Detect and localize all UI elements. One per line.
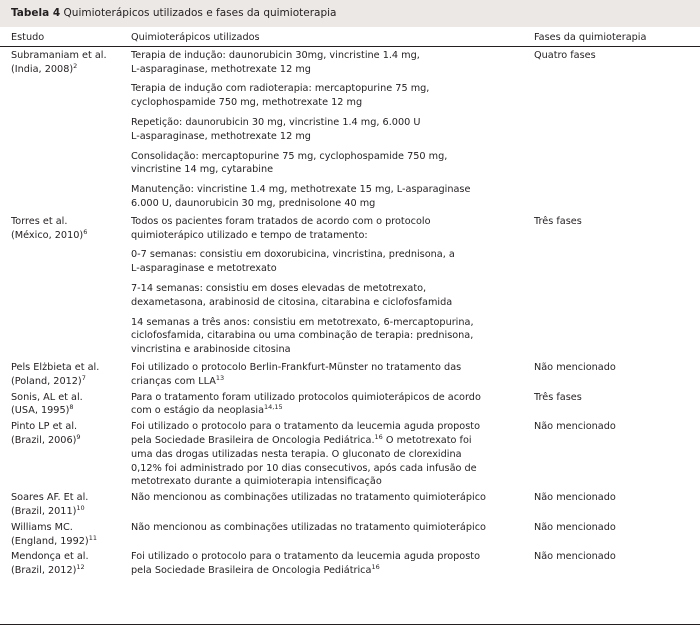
- study-ref: 12: [76, 562, 85, 571]
- study-cell: [0, 359, 120, 389]
- study-ref: 7: [81, 373, 86, 382]
- drugs-cell: [120, 548, 523, 579]
- chemotherapy-table: [0, 27, 700, 579]
- study-cell: [0, 213, 120, 359]
- line: L-asparaginase e metotrexato: [131, 263, 277, 275]
- study-cell: [0, 489, 120, 519]
- study-origin: (Brazil, 2006): [11, 434, 77, 446]
- line: metotrexato durante a quimioterapia intensificação: [131, 476, 382, 488]
- study-origin: (Brazil, 2012): [11, 565, 77, 577]
- study-cell: [0, 46, 120, 212]
- table-row: [0, 46, 700, 212]
- table-caption: [0, 0, 700, 27]
- phase-cell: Não mencionado: [534, 492, 616, 504]
- line: crianças com LLA: [131, 375, 216, 387]
- drugs-cell: [120, 46, 523, 212]
- table-row: [0, 359, 700, 389]
- drug-segment: [131, 49, 519, 83]
- text-ref: 13: [215, 373, 225, 382]
- table-row: [0, 548, 700, 579]
- line: Foi utilizado o protocolo para o tratamento da leucemia aguda proposto: [131, 551, 480, 563]
- line: 14 semanas a três anos: consistiu em metotrexato, 6-mercaptopurina,: [131, 316, 474, 328]
- drug-segment: [131, 116, 519, 150]
- phase-cell: Não mencionado: [534, 551, 616, 563]
- phase-cell: Três fases: [534, 391, 582, 403]
- line: Todos os pacientes foram tratados de acordo com o protocolo: [131, 215, 431, 227]
- line: vincristine 14 mg, cytarabine: [131, 164, 274, 176]
- study-cell: [0, 548, 120, 579]
- caption-label: Tabela 4: [11, 7, 61, 19]
- study-name: Subramaniam et al.: [11, 49, 107, 61]
- text-ref: 16: [371, 562, 380, 571]
- study-origin: (England, 1992): [11, 535, 89, 547]
- phase-cell: Não mencionado: [534, 421, 616, 433]
- drug-segment: [131, 248, 519, 282]
- line: cyclophospamide 750 mg, methotrexate 12 mg: [131, 97, 363, 109]
- header-study: Estudo: [0, 27, 120, 46]
- study-origin: (Brazil, 2011): [11, 505, 77, 517]
- line: dexametasona, arabinosid de citosina, citarabina e ciclofosfamida: [131, 296, 453, 308]
- line: L-asparaginase, methotrexate 12 mg: [131, 63, 311, 75]
- drug-segment: [131, 282, 519, 316]
- line: Foi utilizado o protocolo Berlin-Frankfurt-Münster no tratamento das: [131, 361, 462, 373]
- drugs-cell: [120, 359, 523, 389]
- phase-cell: Não mencionado: [534, 361, 616, 373]
- phase-cell: Três fases: [534, 215, 582, 227]
- study-ref: 10: [76, 503, 85, 512]
- drugs-cell: Não mencionou as combinações utilizadas no tratamento quimioterápico: [131, 521, 486, 533]
- line: Manutenção: vincristine 1.4 mg, methotrexate 15 mg, L-asparaginase: [131, 184, 471, 196]
- line: 6.000 U, daunorubicin 30 mg, prednisolone 40 mg: [131, 197, 376, 209]
- line: Foi utilizado o protocolo para o tratamento da leucemia aguda proposto: [131, 421, 480, 433]
- drugs-cell: [120, 389, 523, 419]
- table-row: [0, 489, 700, 519]
- line: 0,12% foi administrado por 10 dias consecutivos, após cada infusão de: [131, 462, 477, 474]
- line: O metotrexato foi: [382, 434, 472, 446]
- table-row: [0, 418, 700, 489]
- line: Para o tratamento foram utilizado protocolos quimioterápicos de acordo: [131, 391, 481, 403]
- line: vincristina e arabinoside citosina: [131, 344, 291, 356]
- study-name: Pinto LP et al.: [11, 421, 78, 433]
- drugs-cell: [120, 213, 523, 359]
- drug-segment: [131, 183, 519, 213]
- header-phases: Fases da quimioterapia: [523, 27, 700, 46]
- line: Repetição: daunorubicin 30 mg, vincristine 1.4 mg, 6.000 U: [131, 116, 421, 128]
- study-name: Torres et al.: [11, 215, 68, 227]
- line: com o estágio da neoplasia: [131, 405, 265, 417]
- table-row: [0, 389, 700, 419]
- study-name: Williams MC.: [11, 521, 73, 533]
- line: 7-14 semanas: consistiu em doses elevadas de metotrexato,: [131, 282, 427, 294]
- header-drugs: Quimioterápicos utilizados: [120, 27, 523, 46]
- text-ref: 16: [374, 432, 383, 441]
- line: pela Sociedade Brasileira de Oncologia Pediátrica: [131, 565, 372, 577]
- line: pela Sociedade Brasileira de Oncologia Pediátrica.: [131, 434, 375, 446]
- line: Terapia de indução: daunorubicin 30mg, vincristine 1.4 mg,: [131, 49, 420, 61]
- table-row: [0, 519, 700, 549]
- phase-cell: Quatro fases: [534, 49, 596, 61]
- drug-segment: [131, 215, 519, 249]
- line: quimioterápico utilizado e tempo de tratamento:: [131, 229, 368, 241]
- line: uma das drogas utilizadas nesta terapia. O gluconato de clorexidina: [131, 448, 462, 460]
- drugs-cell: Não mencionou as combinações utilizadas no tratamento quimioterápico: [131, 492, 486, 504]
- study-ref: 2: [73, 61, 78, 70]
- drug-segment: [131, 150, 519, 184]
- study-cell: [0, 418, 120, 489]
- study-cell: [0, 389, 120, 419]
- study-origin: (Poland, 2012): [11, 375, 82, 387]
- line: Terapia de indução com radioterapia: mercaptopurine 75 mg,: [131, 83, 430, 95]
- study-ref: 8: [69, 403, 74, 412]
- drug-segment: [131, 82, 519, 116]
- study-name: Soares AF. Et al.: [11, 492, 89, 504]
- study-origin: (México, 2010): [11, 229, 84, 241]
- study-ref: 9: [76, 432, 81, 441]
- study-origin: (India, 2008): [11, 63, 74, 75]
- study-ref: 11: [88, 533, 97, 542]
- phase-cell: Não mencionado: [534, 521, 616, 533]
- drug-segment: [131, 316, 519, 359]
- study-name: Pels Elżbieta et al.: [11, 361, 100, 373]
- study-name: Mendonça et al.: [11, 551, 89, 563]
- table-bottom-rule: [0, 624, 700, 625]
- text-ref: 14,15: [264, 403, 283, 412]
- line: 0-7 semanas: consistiu em doxorubicina, vincristina, prednisona, a: [131, 249, 455, 261]
- line: Consolidação: mercaptopurine 75 mg, cyclophospamide 750 mg,: [131, 150, 448, 162]
- caption-text: Quimioterápicos utilizados e fases da quimioterapia: [63, 7, 337, 19]
- header-row: [0, 27, 700, 46]
- drugs-cell: [120, 418, 523, 489]
- study-cell: [0, 519, 120, 549]
- line: L-asparaginase, methotrexate 12 mg: [131, 130, 311, 142]
- study-ref: 6: [83, 227, 88, 236]
- study-origin: (USA, 1995): [11, 405, 70, 417]
- study-name: Sonis, AL et al.: [11, 391, 83, 403]
- line: ciclofosfamida, citarabina ou uma combinação de terapia: prednisona,: [131, 330, 474, 342]
- table-row: [0, 213, 700, 359]
